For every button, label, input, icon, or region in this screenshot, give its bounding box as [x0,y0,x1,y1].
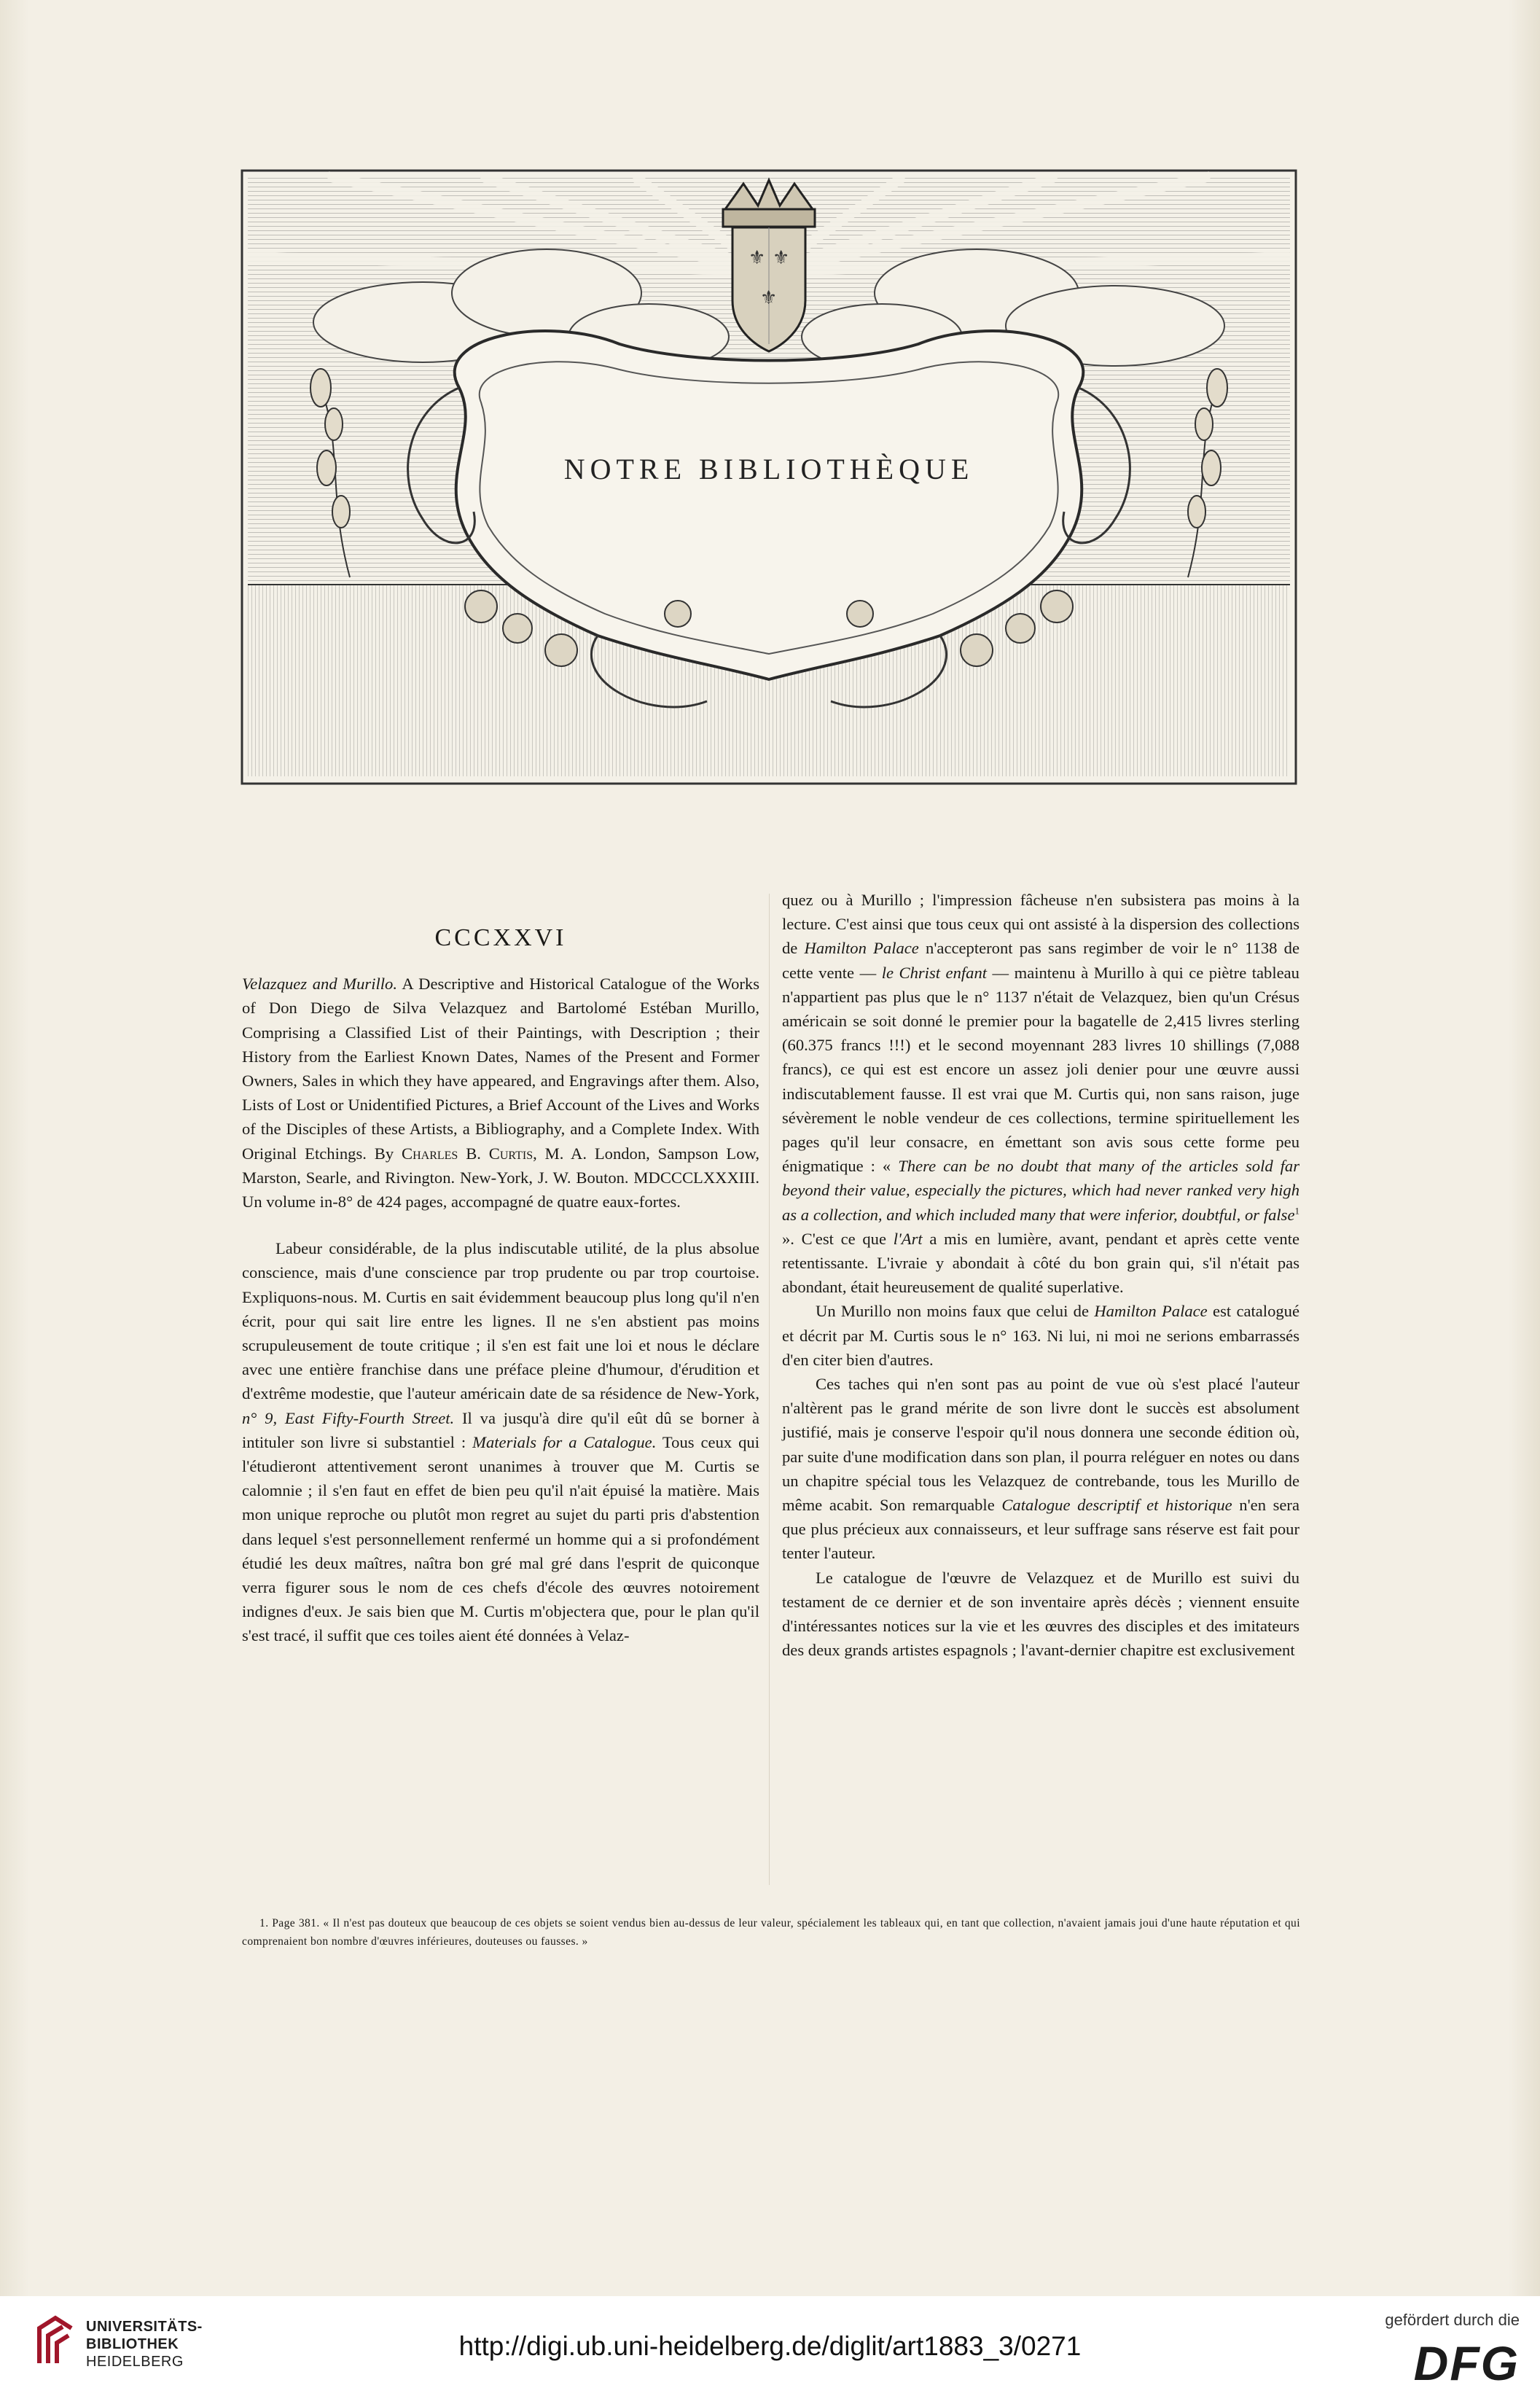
digitization-footer [0,2296,1540,2396]
english-quotation: There can be no doubt that many of the articles sold far beyond their value, especially the pictures, which had never ranked very high as a collection, and which included many that were inferior, doubtful, or false [782,1157,1300,1224]
text-run: est catalogué et décrit par M. Curtis sous le n° 163. Ni lui, ni moi ne serions embarrassés d'en citer bien d'autres. [782,1302,1300,1369]
text-run: Il va jusqu'à dire qu'il eût dû se borner à intituler son livre si substantiel : [242,1408,759,1451]
text-run: Ces taches qui n'en sont pas au point de vue où s'est placé l'auteur n'altèrent pas le grand mérite de son livre dont le succès est absolument justifié, mais je conserve l'espoir qu'il nous donnera une seconde édition où, par suite d'une modification dans son plan, il pourra reléguer en notes ou dans un chapitre spécial tous les Velazquez de contrebande, tous les Murillo de même acabit. Son remarquable [782,1375,1299,1515]
author-name: Charles B. Curtis, [402,1144,537,1163]
svg-text:⚜: ⚜ [748,247,766,269]
italic-run: l'Art [893,1229,923,1248]
review-paragraph-continued [782,888,1299,1299]
dfg-logo[interactable]: DFG [1413,2336,1520,2390]
italic-run: n° 9, East Fifty-Fourth Street. [242,1408,455,1427]
bibliography-text-1: A Descriptive and Historical Catalogue of the Works of Don Diego de Silva Velazquez and Bartolomé Estéban Murillo, Comprising a Classified List of their Paintings, with Description ; their History from the Earliest Known Dates, Names of the Present and Former Owners, Sales in which they have appeared, and Engravings after them. Also, Lists of Lost or Unidentified Pictures, a Brief Account of the Lives and Works of the Disciples of these Artists, a Bibliography, and a Complete Index. With Original Etchings. By [242,975,759,1163]
text-run: Le catalogue de l'œuvre de Velazquez et de Murillo est suivi du testament de ce dernier et de son inventaire après décès ; viennent ensuite d'intéressantes notices sur la vie et les œuvres des disciples et des imitateurs des deux grands artistes espagnols ; l'avant-dernier chapitre est exclusivement [782,1568,1299,1660]
italic-run: Hamilton Palace [804,939,919,958]
library-line-1: UNIVERSITÄTS- [86,2319,203,2335]
text-run: Un Murillo non moins faux que celui de [816,1302,1095,1321]
funding-note: gefördert durch die [1385,2311,1520,2329]
italic-run: le Christ enfant [881,963,988,982]
paragraph-gap [242,1214,759,1236]
svg-text:⚜: ⚜ [760,287,778,309]
review-paragraph [242,1236,759,1647]
italic-run: Hamilton Palace [1094,1302,1208,1321]
text-run: n'en sera que plus précieux aux connaisseurs, et leur suffrage sans réserve est fait pour tenter l'auteur. [782,1496,1299,1563]
library-line-3: HEIDELBERG [86,2354,184,2370]
svg-text:⚜: ⚜ [773,247,790,269]
bibliographic-entry [242,972,759,1214]
section-number: CCCXXVI [434,924,567,951]
review-paragraph-4 [782,1566,1299,1663]
italic-run: Materials for a Catalogue. [472,1432,657,1451]
text-run: quez ou à Murillo ; l'impression fâcheuse n'en subsistera pas moins à la lecture. C'est ainsi que tous ceux qui ont assisté à la dispersion des collections de [782,891,1299,958]
library-line-2: BIBLIOTHEK [86,2336,179,2352]
footnote-ref: 1 [1294,1205,1299,1217]
book-title: Velazquez and Murillo. [242,975,397,994]
footnote-text: 1. Page 381. « Il n'est pas douteux que beaucoup de ces objets se soient vendus bien au-dessus de leur valeur, spécialement les tableaux qui, en tant que collection, n'avaient jamais joui d'une haute réputation et qui comprenaient bon nombre d'œuvres inférieures, douteuses ou fausses. » [242,1917,1300,1948]
permalink-url[interactable]: http://digi.ub.uni-heidelberg.de/diglit/art1883_3/0271 [458,2331,1082,2361]
review-paragraph-2 [782,1299,1299,1372]
text-run: n'accepteront pas sans regimber de voir le n° 1138 de cette vente — [782,939,1300,982]
text-run: — maintenu à Murillo à qui ce piètre tableau n'appartient pas plus que le n° 1137 n'était de Velazquez, bien qu'un Crésus américain se soit donné le premier pour la bagatelle de 2,415 livres sterling (60.375 francs !!!) et le second moyennant 283 livres 10 shillings (7,088 francs), ce qui est est encore un assez joli denier pour une œuvre aussi indiscutablement fausse. Il est vrai que M. Curtis qui, non sans raison, juge sévèrement le noble vendeur de ces collections, termine spirituellement les pages qu'il leur consacre, en émettant son avis sous cette forme peu énigmatique : « [782,963,1299,1176]
right-column [782,888,1299,1663]
column-divider [769,894,770,1885]
header-engraving [241,169,1297,785]
review-paragraph-3 [782,1372,1299,1566]
footnote [242,1914,1300,1951]
italic-run: Catalogue descriptif et historique [1001,1496,1232,1515]
text-run: a mis en lumière, avant, pendant et après cette vente retentissante. L'ivraie y abondait à côté du bon grain qui, s'il n'était pas abondant, était heureusement de qualité superlative. [782,1229,1299,1297]
left-column [242,888,759,1648]
bibliography-text-2: M. A. London, Sampson Low, Marston, Searle, and Rivington. New-York, J. W. Bouton. MDCCCLXXXIII. Un volume in-8° de 424 pages, accompagné de quatre eaux-fortes. [242,1144,760,1211]
text-run: Tous ceux qui l'étudieront attentivement seront unanimes à trouver que M. Curtis se calomnie ; il s'en faut en effet de bien peu qu'il n'ait épuisé la matière. Mais mon unique reproche ou plutôt mon regret au sujet du parti pris d'abstention dans lequel s'est personnellement renfermé un homme qui a si profondément étudié les deux maîtres, naîtra bon gré mal gré dans l'esprit de quiconque verra figurer sous le nom de ces chefs d'école des œuvres notoirement indignes d'eux. Je sais bien que M. Curtis m'objectera que, pour le plan qu'il s'est tracé, il suffit que ces toiles aient été données à Velaz- [242,1432,760,1645]
text-run: Labeur considérable, de la plus indiscutable utilité, de la plus absolue conscience, mais d'une conscience par trop prudente ou par trop courtoise. Expliquons-nous. M. Curtis en sait évidemment beaucoup plus long qu'il n'en écrit, pour qui sait lire entre les lignes. Il ne s'en abstient pas moins scrupuleusement de toute critique ; il s'en est fait une loi et nous le déclare avec une entière franchise dans une préface pleine d'humour, d'érudition et d'extrême modestie, que l'auteur américain date de sa résidence de New-York, [242,1239,759,1403]
text-run: ». C'est ce que [782,1229,894,1248]
section-header-title: NOTRE BIBLIOTHÈQUE [563,453,974,485]
